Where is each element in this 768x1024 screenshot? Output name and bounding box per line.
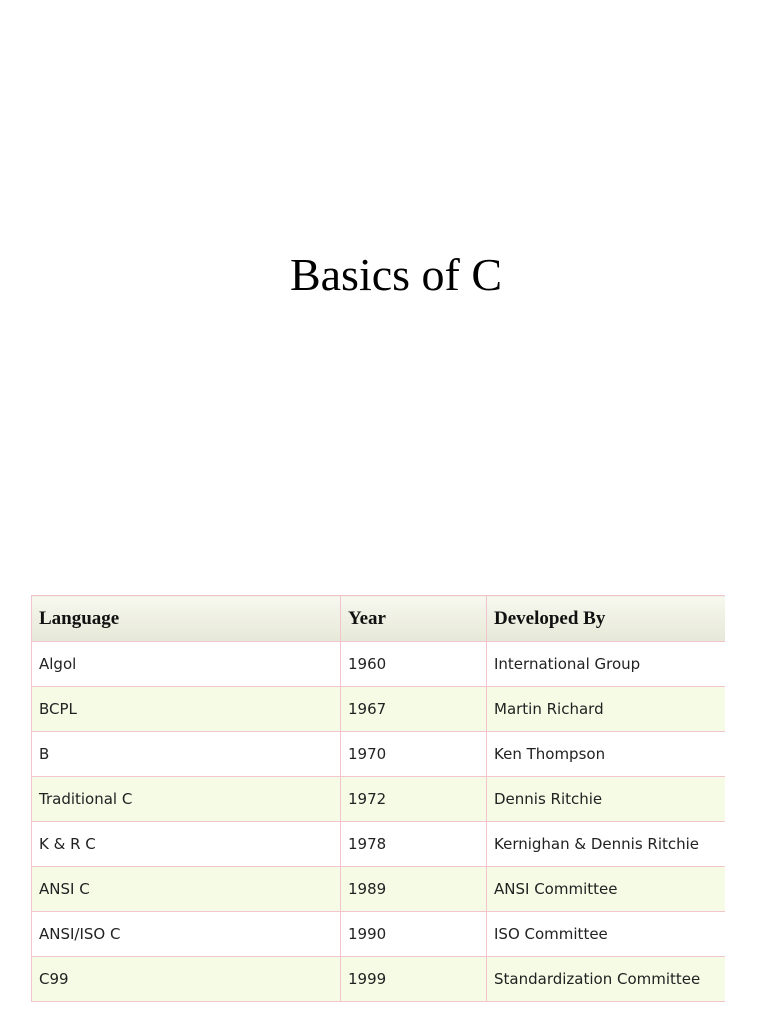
table-row (32, 687, 725, 732)
year-cell: 1978 (341, 822, 487, 867)
slide-title: Basics of C (289, 249, 503, 300)
table-row (32, 822, 725, 867)
developer-cell: Standardization Committee (487, 957, 725, 1002)
developer-cell: International Group (487, 642, 725, 687)
language-cell: Traditional C (32, 777, 341, 822)
year-cell: 1967 (341, 687, 487, 732)
column-header-developed-by: Developed By (487, 596, 725, 642)
language-cell: B (32, 732, 341, 777)
year-cell: 1989 (341, 867, 487, 912)
language-cell: Algol (32, 642, 341, 687)
column-header-language: Language (32, 596, 341, 642)
year-cell: 1960 (341, 642, 487, 687)
year-cell: 1970 (341, 732, 487, 777)
developer-cell: ANSI Committee (487, 867, 725, 912)
developer-cell: Kernighan & Dennis Ritchie (487, 822, 725, 867)
year-cell: 1972 (341, 777, 487, 822)
year-cell: 1990 (341, 912, 487, 957)
table-row (32, 642, 725, 687)
developer-cell: Dennis Ritchie (487, 777, 725, 822)
language-cell: ANSI/ISO C (32, 912, 341, 957)
table-header-row (32, 596, 725, 642)
year-cell: 1999 (341, 957, 487, 1002)
language-cell: C99 (32, 957, 341, 1002)
table-row (32, 957, 725, 1002)
language-cell: ANSI C (32, 867, 341, 912)
table-row (32, 912, 725, 957)
c-history-table (31, 595, 725, 1002)
table-row (32, 867, 725, 912)
developer-cell: ISO Committee (487, 912, 725, 957)
table-row (32, 732, 725, 777)
language-cell: K & R C (32, 822, 341, 867)
column-header-year: Year (341, 596, 487, 642)
language-cell: BCPL (32, 687, 341, 732)
developer-cell: Ken Thompson (487, 732, 725, 777)
table-row (32, 777, 725, 822)
developer-cell: Martin Richard (487, 687, 725, 732)
